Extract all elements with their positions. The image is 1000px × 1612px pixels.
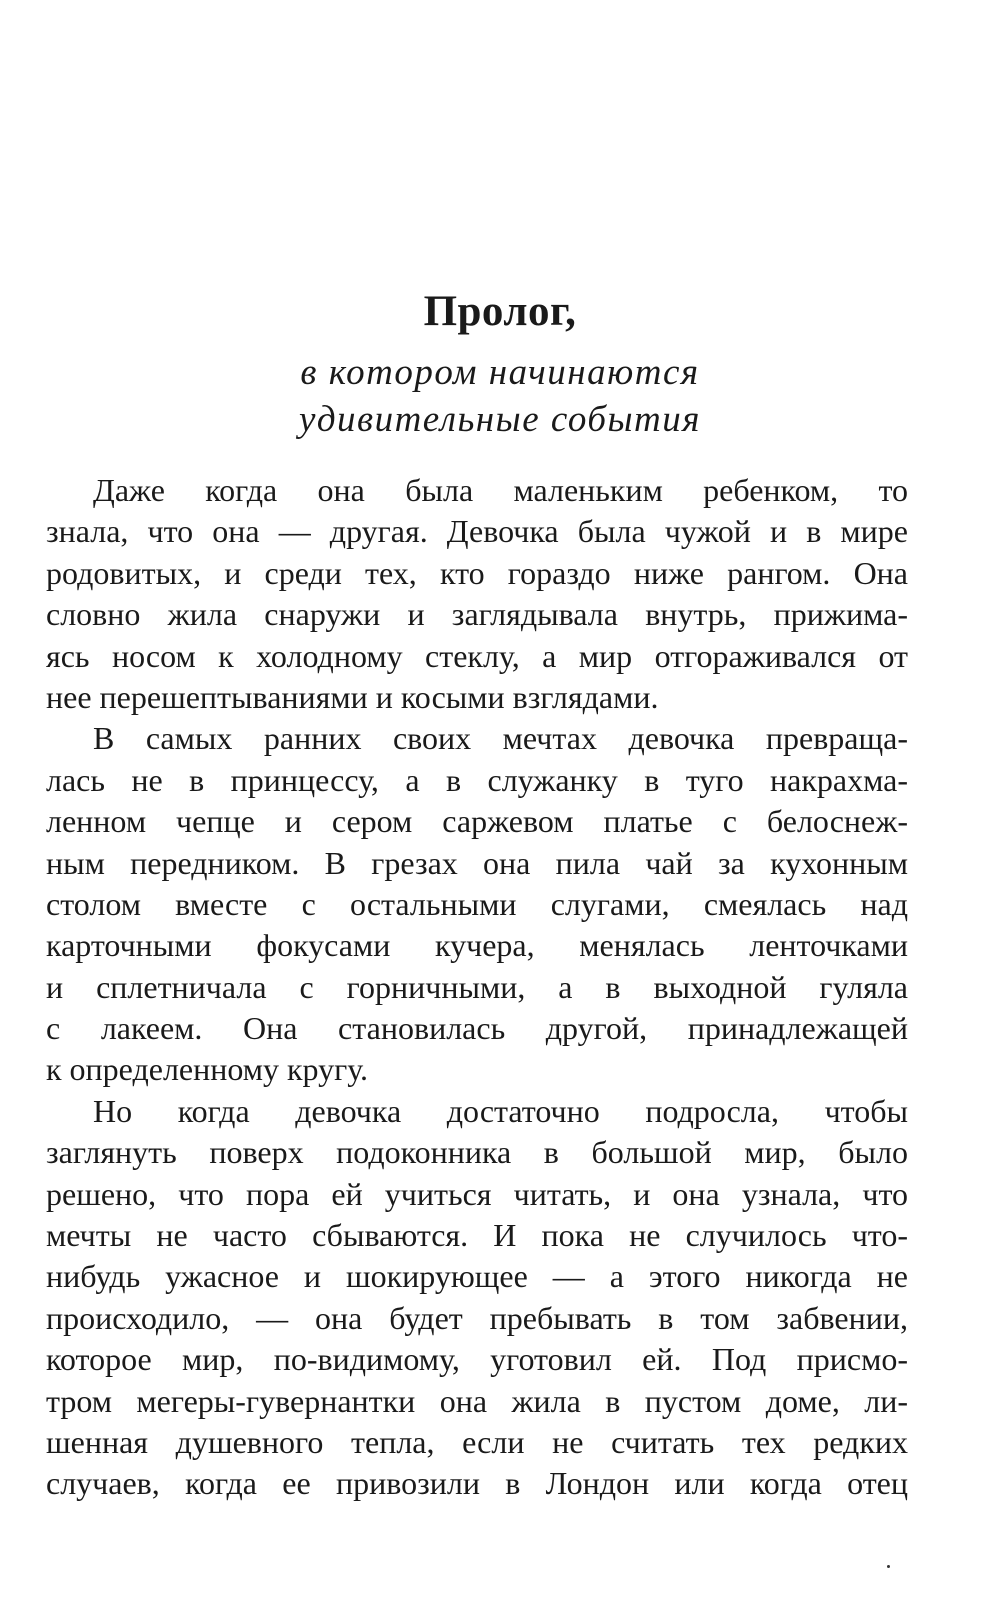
- text-line: мечты не часто сбываются. И пока не случилось что-: [46, 1217, 908, 1254]
- chapter-heading: [0, 285, 1000, 443]
- text-line: ным передником. В грезах она пила чай за кухонным: [46, 844, 908, 881]
- chapter-subtitle-line: в котором начинаются: [300, 352, 700, 393]
- text-line: родовитых, и среди тех, кто гораздо ниже рангом. Она: [46, 554, 908, 591]
- body-text: [46, 470, 908, 1505]
- text-line: ясь носом к холодному стеклу, а мир отгораживался от: [46, 637, 908, 674]
- paragraph: [46, 470, 908, 718]
- text-line: Но когда девочка достаточно подросла, чтобы: [93, 1092, 908, 1129]
- text-line: заглянуть поверх подоконника в большой мир, было: [46, 1134, 908, 1171]
- text-line: столом вместе с остальными слугами, смеялась над: [46, 885, 908, 922]
- text-line: происходило, — она будет пребывать в том забвении,: [46, 1299, 908, 1336]
- text-line: В самых ранних своих мечтах девочка превраща-: [93, 720, 908, 757]
- scan-speck: [887, 1565, 890, 1568]
- chapter-subtitle: [0, 349, 1000, 443]
- text-line: решено, что пора ей учиться читать, и она узнала, что: [46, 1175, 908, 1212]
- text-line: нее перешептываниями и косыми взглядами.: [46, 678, 659, 715]
- chapter-title: Пролог,: [423, 288, 577, 335]
- text-line: тром мегеры-гувернантки она жила в пустом доме, ли-: [46, 1382, 908, 1419]
- text-line: нибудь ужасное и шокирующее — а этого никогда не: [46, 1258, 908, 1295]
- text-line: случаев, когда ее привозили в Лондон или когда отец: [46, 1465, 908, 1502]
- text-line: которое мир, по-видимому, уготовил ей. Под присмо-: [46, 1341, 908, 1378]
- text-line: Даже когда она была маленьким ребенком, то: [93, 472, 908, 508]
- text-line: знала, что она — другая. Девочка была чужой и в мире: [46, 513, 908, 550]
- text-line: словно жила снаружи и заглядывала внутрь, прижима-: [46, 596, 908, 633]
- text-line: ленном чепце и сером саржевом платье с белоснеж-: [46, 803, 908, 840]
- text-line: карточными фокусами кучера, менялась ленточками: [46, 927, 908, 964]
- text-line: и сплетничала с горничными, а в выходной гуляла: [46, 968, 908, 1005]
- text-line: с лакеем. Она становилась другой, принадлежащей: [46, 1010, 908, 1047]
- chapter-subtitle-line: удивительные события: [299, 399, 701, 440]
- text-line: к определенному кругу.: [46, 1051, 369, 1088]
- text-line: шенная душевного тепла, если не считать тех редких: [46, 1423, 908, 1460]
- paragraph: [46, 718, 908, 1091]
- text-line: лась не в принцессу, а в служанку в туго накрахма-: [46, 761, 908, 798]
- paragraph: [46, 1091, 908, 1505]
